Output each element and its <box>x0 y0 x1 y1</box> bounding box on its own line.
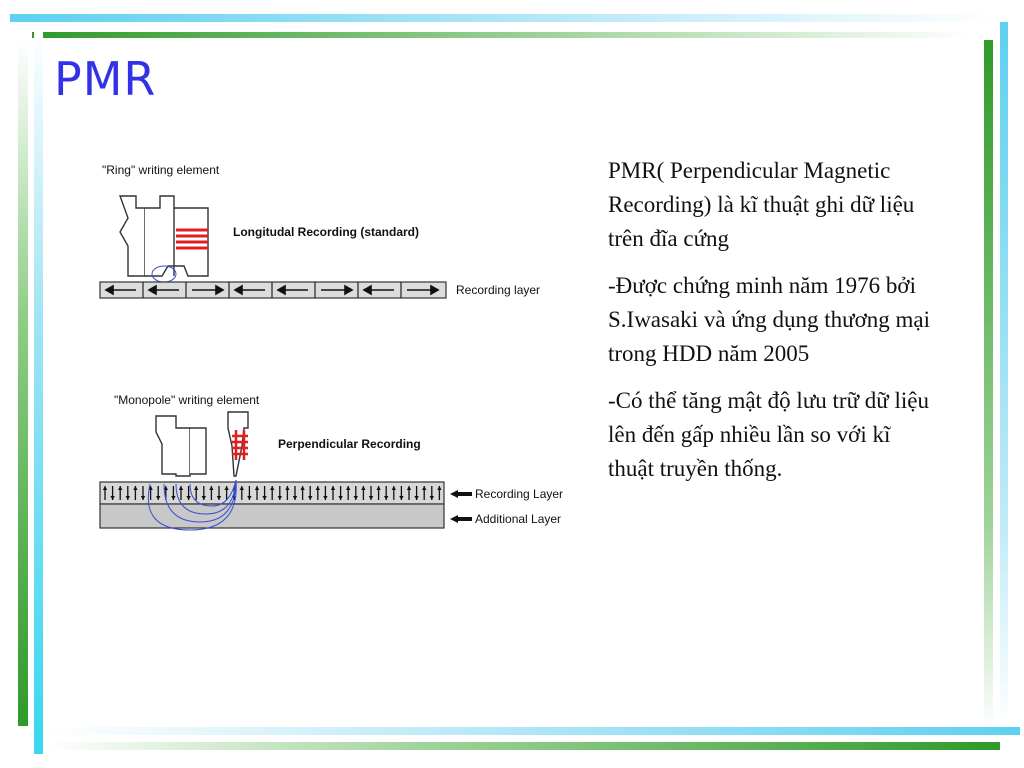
longitudinal-recording-label: Longitudal Recording (standard) <box>233 225 419 239</box>
paragraph-history: -Được chứng minh năm 1976 bởi S.Iwasaki và ứng dụng thương mại trong HDD năm 2005 <box>608 273 930 366</box>
frame-top-cyan-bar <box>10 14 1000 22</box>
frame-right-cyan-bar <box>1000 22 1008 730</box>
frame-right-green-bar <box>984 40 993 730</box>
additional-layer-label: Additional Layer <box>475 512 562 526</box>
frame-left-green-bar <box>18 40 28 726</box>
longitudinal-media-strip <box>100 282 446 298</box>
monopole-writing-element-label: "Monopole" writing element <box>114 393 260 407</box>
slide-title: PMR <box>54 52 157 106</box>
paragraph-density: -Có thể tăng mật độ lưu trữ dữ liệu lên đến gấp nhiều lần so với kĩ thuật truyền thống. <box>608 388 930 481</box>
ring-writing-element-label: "Ring" writing element <box>102 163 220 177</box>
monopole-head <box>156 412 248 476</box>
frame-bottom-green-bar <box>46 742 1000 750</box>
additional-layer-pointer <box>450 515 472 523</box>
recording-layer-pointer <box>450 490 472 498</box>
paragraph-definition: PMR( Perpendicular Magnetic Recording) là kĩ thuật ghi dữ liệu trên đĩa cứng <box>608 158 915 251</box>
recording-layer-2-label: Recording Layer <box>475 487 564 501</box>
recording-diagram-svg <box>90 150 580 550</box>
frame-bottom-cyan-bar <box>46 727 1020 735</box>
perpendicular-media <box>100 480 444 530</box>
recording-layer-label: Recording layer <box>456 283 541 297</box>
recording-diagram <box>90 150 580 550</box>
perpendicular-recording-label: Perpendicular Recording <box>278 437 421 451</box>
frame-left-cyan-bar <box>34 30 43 754</box>
frame-top-green-bar <box>32 32 972 38</box>
slide-body <box>608 154 938 499</box>
